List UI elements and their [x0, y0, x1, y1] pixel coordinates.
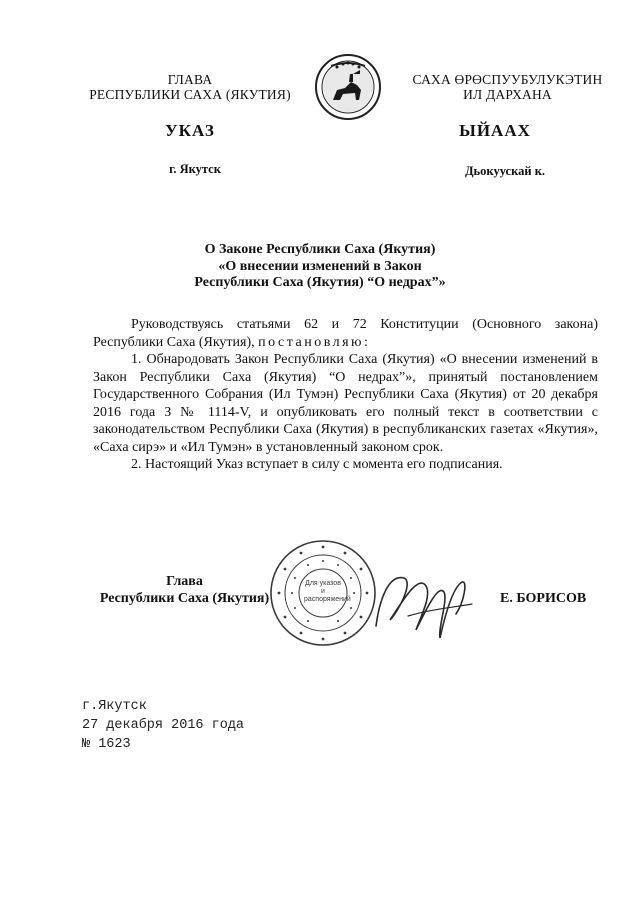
header-left: [70, 72, 310, 102]
title-line1: О Законе Республики Саха (Якутия): [204, 242, 436, 257]
footer-city: г.Якутск: [82, 699, 147, 714]
doc-type-right: ЫЙААХ: [459, 121, 531, 140]
document-body: [93, 316, 598, 474]
signature-position: [92, 573, 277, 607]
list-item-1: 1. Обнародовать Закон Республики Саха (Якутия) «О внесении изменений в Закон Республики Саха (Якутия) “О недрах”», принятый постановлением Государственного Собрания (Ил Тумэн) Республики Саха (Якутия) от 20 декабря 2016 года З № 1114-V, и опубликовать его полный текст в соответствии с законодательством Республики Саха (Якутия) в республиканских газетах «Якутия», «Саха сирэ» и «Ил Тумэн» в установленный законом срок.: [93, 352, 598, 455]
document-title: [120, 242, 520, 292]
header-right-line2: ИЛ ДАРХАНА: [463, 87, 552, 102]
city-right: Дьокуускай к.: [464, 164, 546, 178]
position-line1: Глава: [166, 574, 203, 589]
item-list: [93, 351, 598, 474]
footer-number: № 1623: [82, 737, 131, 752]
doc-type-left: УКАЗ: [165, 121, 215, 140]
signatory-name: Е. БОРИСОВ: [500, 591, 587, 606]
stamp-center-text: Для указов и распоряжений: [304, 580, 351, 603]
header-left-line1: ГЛАВА: [167, 72, 213, 87]
header-left-line2: РЕСПУБЛИКИ САХА (ЯКУТИЯ): [89, 87, 291, 102]
list-item-2: 2. Настоящий Указ вступает в силу с момента его подписания.: [131, 457, 503, 472]
header-right-line1: САХА ӨРӨСПУУБУЛУКЭТИН: [412, 72, 603, 87]
position-line2: Республики Саха (Якутия): [99, 591, 270, 606]
official-seal-stamp: [268, 538, 378, 648]
footer-meta: [82, 697, 244, 754]
intro-paragraph: [93, 316, 598, 351]
header-right: [385, 72, 630, 102]
intro-text: Руководствуясь статьями 62 и 72 Конституции (Основного закона) Республики Саха (Якутия),: [93, 317, 598, 350]
coat-of-arms-emblem: [313, 52, 383, 122]
handwritten-signature: [368, 556, 478, 646]
intro-action: постановляю:: [258, 334, 371, 350]
title-line3: Республики Саха (Якутия) “О недрах”»: [194, 275, 446, 290]
title-line2: «О внесении изменений в Закон: [218, 258, 422, 274]
city-left: г. Якутск: [169, 162, 221, 176]
footer-date: 27 декабря 2016 года: [82, 718, 245, 733]
